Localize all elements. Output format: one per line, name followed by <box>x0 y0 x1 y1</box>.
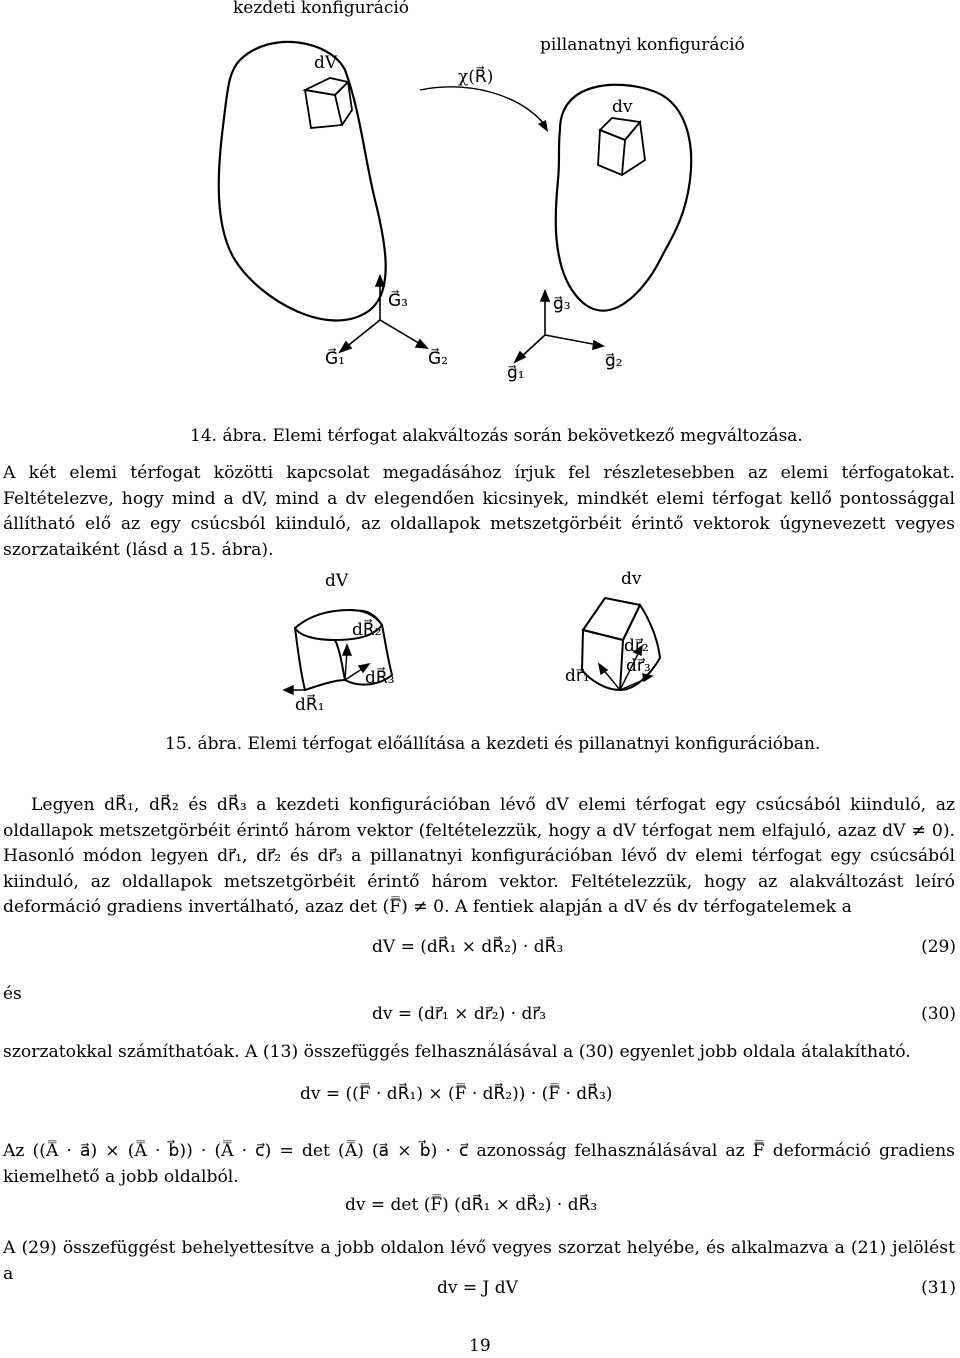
label-G1: G⃗₁ <box>325 349 345 369</box>
equation-det: dv = det (F̿) (dR⃗₁ × dR⃗₂) · dR⃗₃ <box>345 1195 598 1215</box>
equation-29: dV = (dR⃗₁ × dR⃗₂) · dR⃗₃ <box>372 937 564 957</box>
paragraph-5: A (29) összefüggést behelyettesítve a jobb oldalon lévő vegyes szorzat helyébe, és alkalmazva a (21) jelölést a <box>3 1238 955 1284</box>
equation-30-number: (30) <box>921 1004 956 1024</box>
label-initial-config: kezdeti konfiguráció <box>233 0 410 18</box>
label-dV-15: dV <box>325 571 349 591</box>
mapping-arrow <box>420 87 545 125</box>
figure-14-caption: 14. ábra. Elemi térfogat alakváltozás során bekövetkező megváltozása. <box>190 426 803 446</box>
label-dv-14: dv <box>612 97 633 117</box>
label-current-config: pillanatnyi konfiguráció <box>540 35 745 55</box>
equation-transform: dv = ((F̿ · dR⃗₁) × (F̿ · dR⃗₂)) · (F̿ · dR⃗₃) <box>300 1084 613 1104</box>
equation-31: dv = J dV <box>437 1278 518 1298</box>
paragraph-3: szorzatokkal számíthatóak. A (13) összefüggés felhasználásával a (30) egyenlet jobb oldala átalakítható. <box>3 1042 911 1062</box>
label-mapping: χ(R⃗) <box>458 67 494 87</box>
equation-31-number: (31) <box>921 1278 956 1298</box>
label-dV-14: dV <box>314 53 338 73</box>
label-g1: g⃗₁ <box>507 363 525 383</box>
label-dR1: dR⃗₁ <box>295 695 325 715</box>
label-dR3: dR⃗₃ <box>365 668 395 688</box>
label-dr1: dr⃗₁ <box>565 666 590 686</box>
word-es: és <box>3 984 22 1004</box>
label-g3: g⃗₃ <box>553 294 571 314</box>
label-G3: G⃗₃ <box>388 291 408 311</box>
label-g2: g⃗₂ <box>605 351 623 371</box>
page-number: 19 <box>469 1336 491 1356</box>
initial-volume-element <box>305 78 352 128</box>
figure15-initial-vectors <box>284 645 369 694</box>
mapping-arrowhead <box>538 120 548 132</box>
current-volume-element <box>598 118 645 175</box>
paragraph-4: Az ((A̿ · a⃗) × (A̿ · b⃗)) · (A̿ · c⃗) = det (A̿) (a⃗ × b⃗) · c⃗ azonosság felhasználásával az F̿ deformáció gradiens kiemelhető a jobb oldalból. <box>3 1141 955 1187</box>
equation-29-number: (29) <box>921 937 956 957</box>
paragraph-1: A két elemi térfogat közötti kapcsolat megadásához írjuk fel részletesebben az elemi térfogatokat. Feltételezve, hogy mind a dV, mind a dv elegendően kicsinyek, mindkét elemi térfogat kellő pontossággal állítható elő az egy csúcsból kiinduló, az oldallapok metszetgörbéit érintő vektorok úgynevezett vegyes szorzataiként (lásd a 15. ábra). <box>3 463 955 560</box>
paragraph-2: Legyen dR⃗₁, dR⃗₂ és dR⃗₃ a kezdeti konfigurációban lévő dV elemi térfogat egy csúcsából kiinduló, az oldallapok metszetgörbéit érintő három vektor (feltételezzük, hogy a dV térfogat nem elfajuló, azaz dV ≠ 0). Hasonló módon legyen dr⃗₁, dr⃗₂ és dr⃗₃ a pillanatnyi konfigurációban lévő dv elemi térfogat egy csúcsából kiinduló, az oldallapok metszetgörbéit érintő három vektor. Feltételezzük, hogy az alakváltozást leíró deformáció gradiens invertálható, azaz det (F̿) ≠ 0. A fentiek alapján a dV és dv térfogatelemek a <box>3 795 955 917</box>
label-dr3: dr⃗₃ <box>626 656 651 676</box>
label-dR2: dR⃗₂ <box>352 620 382 640</box>
label-G2: G⃗₂ <box>428 349 448 369</box>
label-dr2: dr⃗₂ <box>624 636 649 656</box>
label-dv-15: dv <box>621 569 642 589</box>
initial-body-outline <box>219 42 386 321</box>
equation-30: dv = (dr⃗₁ × dr⃗₂) · dr⃗₃ <box>372 1004 547 1024</box>
figure-15-caption: 15. ábra. Elemi térfogat előállítása a kezdeti és pillanatnyi konfigurációban. <box>165 734 821 754</box>
